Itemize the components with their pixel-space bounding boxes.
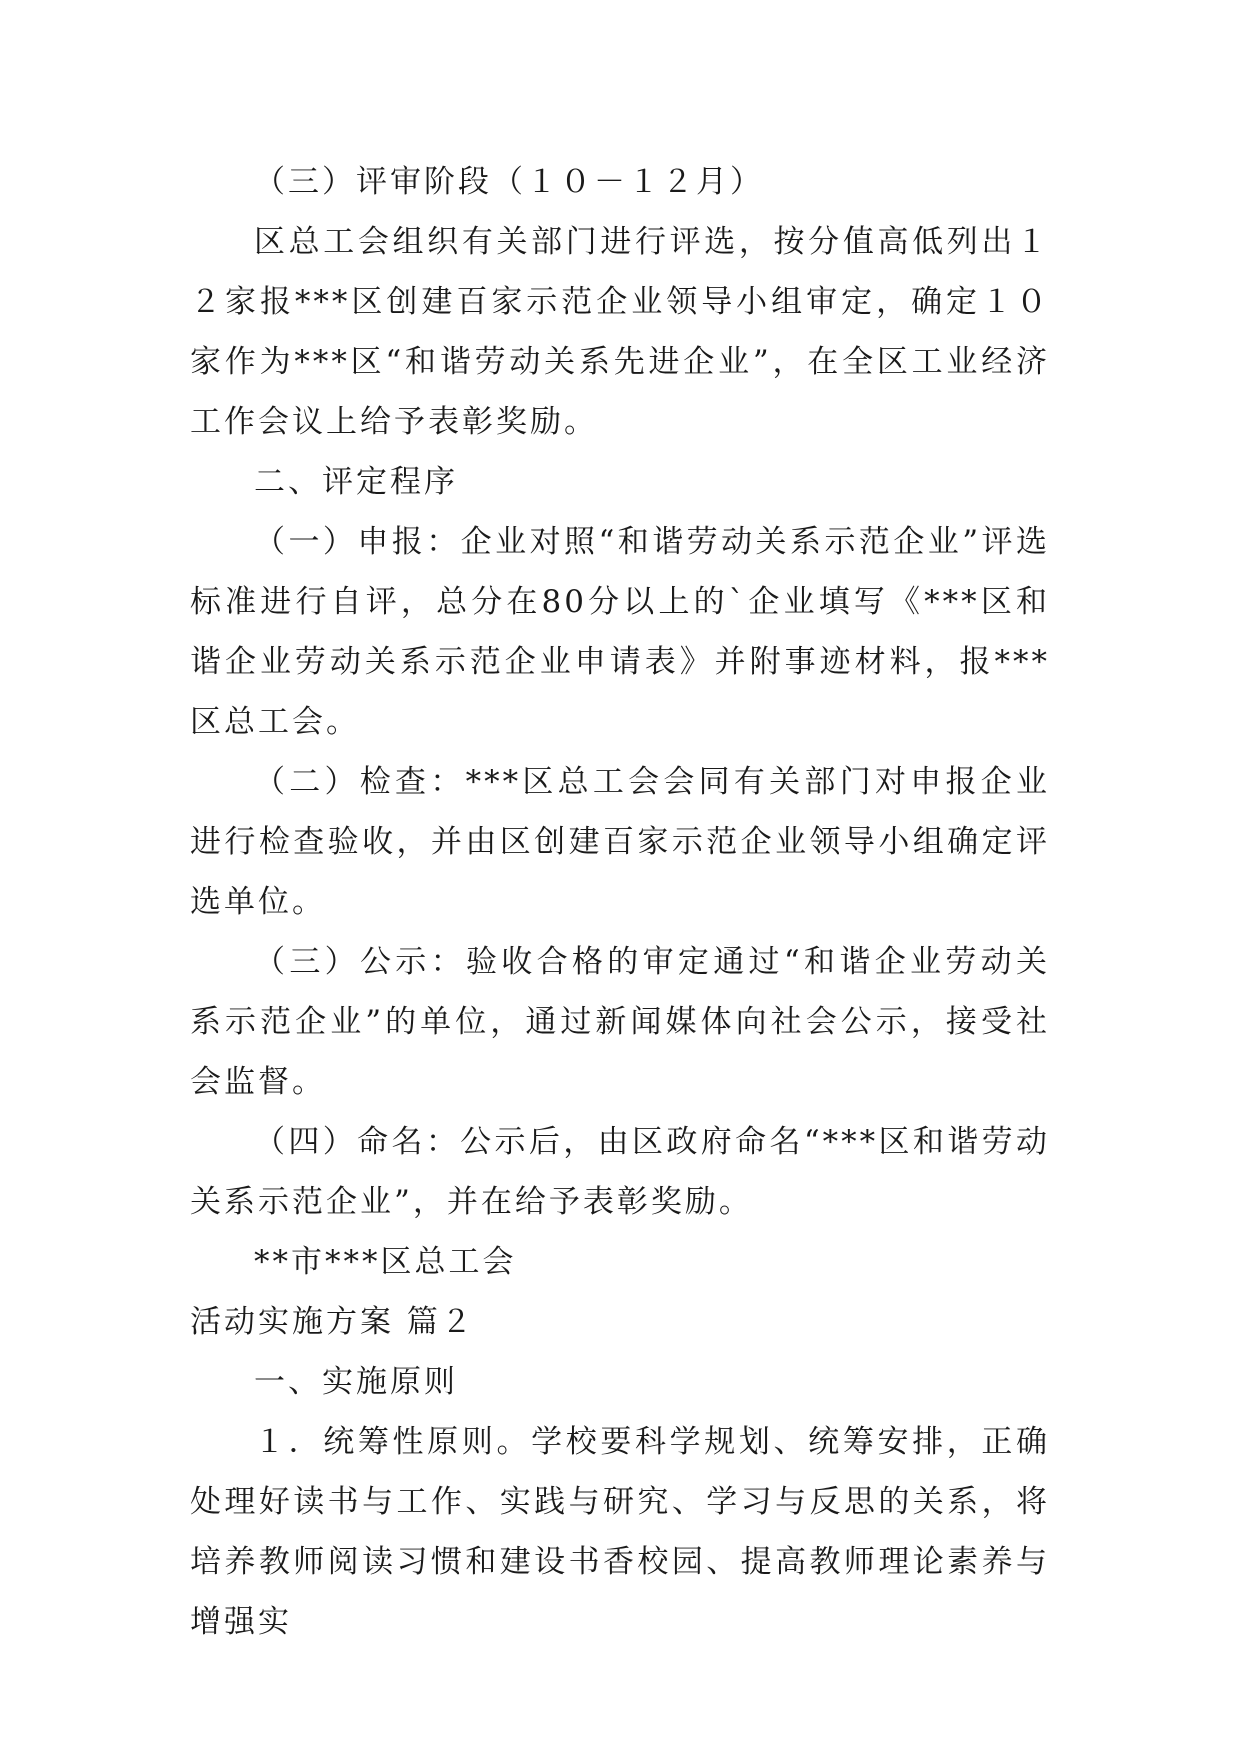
section-2-heading: 二、评定程序 (254, 464, 458, 500)
principles-heading: 一、实施原则 (254, 1364, 458, 1400)
document-body (190, 152, 1050, 1652)
signature: **市***区总工会 (254, 1244, 517, 1280)
step-4-naming: （四）命名：公示后，由区政府命名“***区和谐劳动关系示范企业”，并在给予表彰奖励。 (190, 1124, 1050, 1220)
step-3-publicize: （三）公示：验收合格的审定通过“和谐企业劳动关系示范企业”的单位，通过新闻媒体向社会公示，接受社会监督。 (190, 944, 1050, 1100)
plan-2-title: 活动实施方案 篇２ (190, 1304, 475, 1340)
principle-1: １．统筹性原则。学校要科学规划、统筹安排，正确处理好读书与工作、实践与研究、学习与反思的关系，将培养教师阅读习惯和建设书香校园、提高教师理论素养与增强实 (190, 1424, 1050, 1640)
step-2-inspect: （二）检查：***区总工会会同有关部门对申报企业进行检查验收，并由区创建百家示范企业领导小组确定评选单位。 (190, 764, 1050, 920)
review-stage-heading: （三）评审阶段（１０－１２月） (254, 164, 764, 200)
review-stage-body: 区总工会组织有关部门进行评选，按分值高低列出１２家报***区创建百家示范企业领导小组审定，确定１０家作为***区“和谐劳动关系先进企业”，在全区工业经济工作会议上给予表彰奖励。 (190, 224, 1050, 440)
step-1-declare: （一）申报：企业对照“和谐劳动关系示范企业”评选标准进行自评，总分在80分以上的`企业填写《***区和谐企业劳动关系示范企业申请表》并附事迹材料，报***区总工会。 (190, 524, 1050, 740)
